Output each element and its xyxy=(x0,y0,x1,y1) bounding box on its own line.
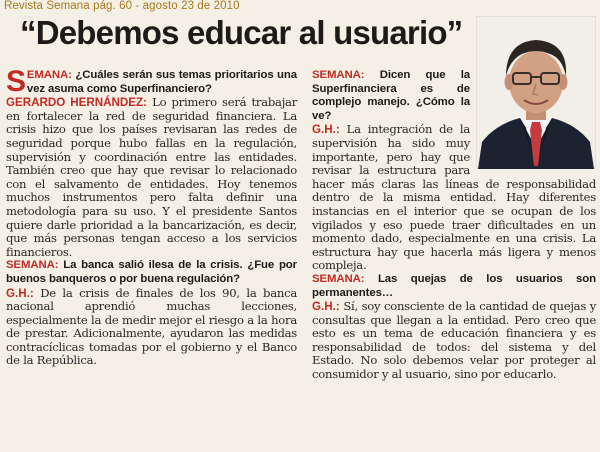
interviewee-label: GERARDO HERNÁNDEZ: xyxy=(6,96,147,110)
answer-text: Sí, soy consciente de la cantidad de quejas y consultas que llegan a la entidad. Pero creo que esto es un tema de educación financiera y es responsabilidad de todos: del sistema y del Estado. No solo debemos velar por proteger al consumidor y al usuario, sino por educarlo. xyxy=(312,299,596,382)
interviewer-label: SEMANA: xyxy=(6,259,59,272)
answer-text: De la crisis de finales de los 90, la banca nacional aprendió muchas lecciones, especialmente la de medir mejor el riesgo a la hora de prestar. Adicionalmente, ayudaron las medidas contracíclicas tomadas por el gobierno y el Banco de la República. xyxy=(6,285,297,368)
question-text: Las quejas de los usuarios son permanentes… xyxy=(312,272,596,299)
question-text: La banca salió ilesa de la crisis. ¿Fue por buenos banqueros o por buena regulación? xyxy=(6,259,297,285)
interviewer-label: SEMANA: xyxy=(312,272,365,285)
question-text: Dicen que la Superfinanciera es de complejo manejo. ¿Cómo la ve? xyxy=(312,69,470,122)
source-caption: Revista Semana pág. 60 - agosto 23 de 2010 xyxy=(4,0,240,12)
article-headline: “Debemos educar al usuario” xyxy=(20,14,463,51)
interviewer-label: SEMANA: xyxy=(312,69,365,81)
question-2 xyxy=(6,259,297,286)
question-text: ¿Cuáles serán sus temas prioritarios una vez asuma como Superfinanciero? xyxy=(26,69,297,95)
left-column xyxy=(6,65,297,368)
answer-4 xyxy=(312,300,596,382)
interviewer-label: EMANA: xyxy=(26,69,72,81)
interviewee-label: G.H.: xyxy=(6,286,34,300)
question-4 xyxy=(312,273,596,300)
answer-3 xyxy=(312,123,596,273)
interviewee-label: G.H.: xyxy=(312,300,340,314)
question-3 xyxy=(312,69,596,123)
answer-2 xyxy=(6,287,297,369)
photo-wrap-spacer xyxy=(470,123,596,177)
interviewee-label: G.H.: xyxy=(312,123,340,137)
drop-cap: S xyxy=(6,65,26,98)
answer-1 xyxy=(6,96,297,259)
answer-text: La integración de la supervisión ha sido muy importante, pero hay que revisar la estructura para hacer más claras las líneas de responsabilidad dentro de la misma entidad. Hay diferentes instancias en el interior que se ocupan de los vigilados y eso puede traer dificultades en un momento dado, especialmente en una crisis. La estructura hay que hacerla más ligera y menos compleja. xyxy=(312,122,596,273)
answer-text: Lo primero será trabajar en fortalecer la red de seguridad financiera. La crisis hizo que los países revisaran las redes de seguridad porque hubo fallas en la regulación, supervisión y coordinación entre las entidades. También creo que hay que revisar lo relacionado con el salvamento de entidades. Hoy tenemos muchos instrumentos pero falta definir una metodología para su uso. Y el presidente Santos quiere darle prioridad a la bancarización, es decir, que más personas tengan acceso a los servicios financieros. xyxy=(6,95,297,259)
right-column xyxy=(312,69,596,382)
question-1 xyxy=(6,65,297,98)
